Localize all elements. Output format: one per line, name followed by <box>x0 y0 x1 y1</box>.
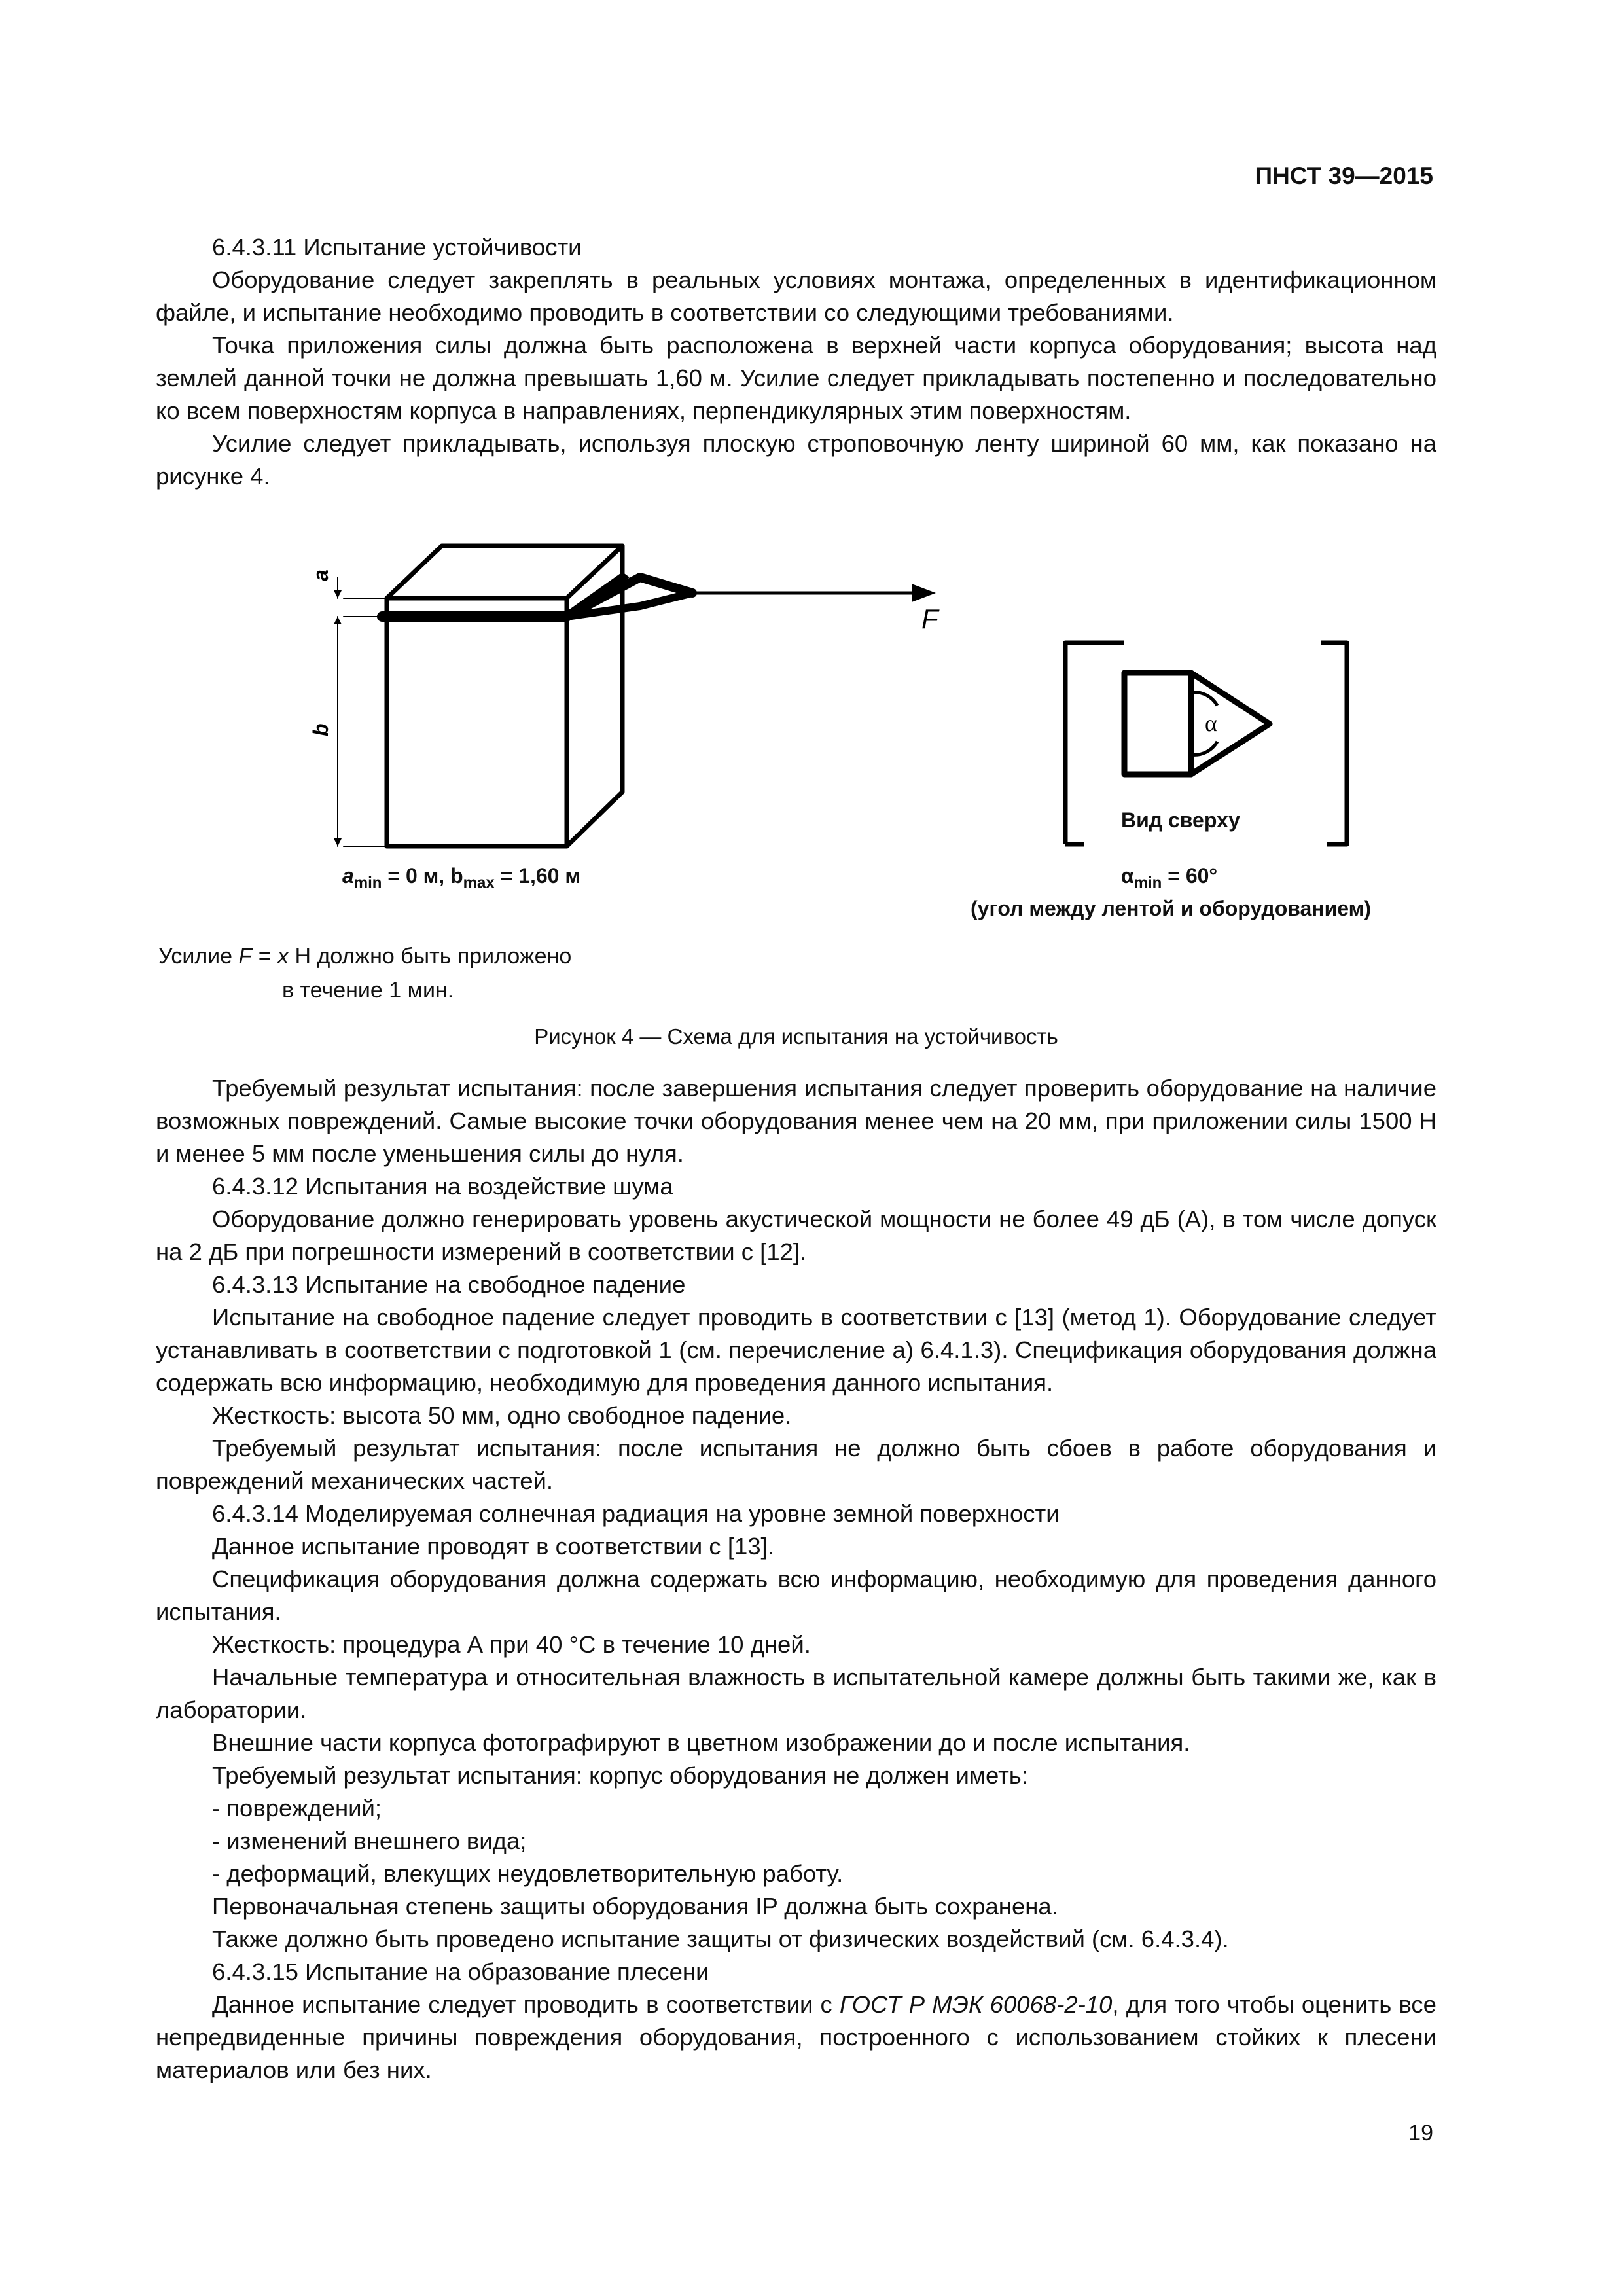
paragraph: Усилие следует прикладывать, используя плоскую строповочную ленту шириной 60 мм, как показано на рисунке 4. <box>156 430 1436 490</box>
left-figure-caption: $a_{min} = 0$ м, $b_{max} = 1,60$ м <box>342 864 580 892</box>
paragraph: Данное испытание следует проводить в соответствии с ГОСТ Р МЭК 60068-2-10, для того чтобы оценить все непредвиденные причины повреждения оборудования, построенного с использованием стойких к плесени материалов или без них. <box>156 1991 1436 2083</box>
page-number: 19 <box>1408 2121 1433 2145</box>
force-label: F <box>921 603 938 634</box>
right-figure-caption-line2: (угол между лентой и оборудованием) <box>971 897 1371 920</box>
heading-6-4-3-11: 6.4.3.11 Испытание устойчивости <box>212 234 582 260</box>
heading-6-4-3-12: 6.4.3.12 Испытания на воздействие шума <box>212 1173 673 1200</box>
alpha-label: α <box>1205 710 1217 736</box>
list-item: - изменений внешнего вида; <box>212 1827 527 1854</box>
paragraph: Жесткость: процедура А при 40 °С в течение 10 дней. <box>212 1631 811 1658</box>
force-condition-line1: Усилие F = x Н должно быть приложено <box>158 944 572 969</box>
paragraph: Внешние части корпуса фотографируют в цветном изображении до и после испытания. <box>212 1729 1190 1756</box>
paragraph: Требуемый результат испытания: после завершения испытания следует проверить оборудование на наличие возможных повреждений. Самые высокие точки оборудования менее чем на 20 мм, при приложении силы 1500 Н и менее 5 мм после уменьшения силы до нуля. <box>156 1075 1436 1167</box>
figure-4 <box>156 543 1436 1067</box>
figure-caption: Рисунок 4 — Схема для испытания на устойчивость <box>534 1024 1058 1049</box>
paragraph: Начальные температура и относительная влажность в испытательной камере должны быть такими же, как в лаборатории. <box>156 1664 1436 1723</box>
heading-6-4-3-14: 6.4.3.14 Моделируемая солнечная радиация на уровне земной поверхности <box>212 1500 1060 1527</box>
section-tests-text <box>156 1072 1436 2087</box>
section-stability-text <box>156 231 1436 493</box>
paragraph: Также должно быть проведено испытание защиты от физических воздействий (см. 6.4.3.4). <box>212 1926 1229 1952</box>
list-item: - повреждений; <box>212 1795 382 1821</box>
dimension-a-label: a <box>309 569 332 581</box>
heading-6-4-3-13: 6.4.3.13 Испытание на свободное падение <box>212 1271 686 1298</box>
list-item: - деформаций, влекущих неудовлетворительную работу. <box>212 1860 844 1887</box>
paragraph: Требуемый результат испытания: корпус оборудования не должен иметь: <box>212 1762 1028 1789</box>
dimension-b-label: b <box>309 723 332 736</box>
paragraph: Точка приложения силы должна быть расположена в верхней части корпуса оборудования; высота над землей данной точки не должна превышать 1,60 м. Усилие следует прикладывать постепенно и последовательно ко всем поверхностям корпуса в направлениях, перпендикулярных этим поверхностям. <box>156 332 1436 424</box>
standard-reference: ГОСТ Р МЭК 60068-2-10 <box>840 1991 1113 2018</box>
paragraph: Данное испытание проводят в соответствии с [13]. <box>212 1533 774 1560</box>
force-condition-line2: в течение 1 мин. <box>282 978 454 1003</box>
document-code: ПНСТ 39—2015 <box>1255 162 1433 189</box>
paragraph: Спецификация оборудования должна содержать всю информацию, необходимую для проведения данного испытания. <box>156 1566 1436 1625</box>
paragraph: Требуемый результат испытания: после испытания не должно быть сбоев в работе оборудования и повреждений механических частей. <box>156 1435 1436 1494</box>
paragraph: Оборудование следует закреплять в реальных условиях монтажа, определенных в идентификационном файле, и испытание необходимо проводить в соответствии со следующими требованиями. <box>156 266 1436 326</box>
right-figure-caption: $\alpha_{min} = 60^\circ$ <box>1121 864 1218 892</box>
top-view-caption: Вид сверху <box>1121 808 1240 832</box>
paragraph: Испытание на свободное падение следует проводить в соответствии с [13] (метод 1). Оборудование следует устанавливать в соответствии с подготовкой 1 (см. перечисление а) 6.4.1.3). Спецификация оборудования должна содержать всю информацию, необходимую для проведения данного испытания. <box>156 1304 1436 1396</box>
paragraph: Оборудование должно генерировать уровень акустической мощности не более 49 дБ (А), в том числе допуск на 2 дБ при погрешности измерений в соответствии с [12]. <box>156 1206 1436 1265</box>
cabinet-drawing <box>334 546 936 846</box>
paragraph: Жесткость: высота 50 мм, одно свободное падение. <box>212 1402 792 1429</box>
heading-6-4-3-15: 6.4.3.15 Испытание на образование плесени <box>212 1958 709 1985</box>
paragraph: Первоначальная степень защиты оборудования IP должна быть сохранена. <box>212 1893 1058 1920</box>
